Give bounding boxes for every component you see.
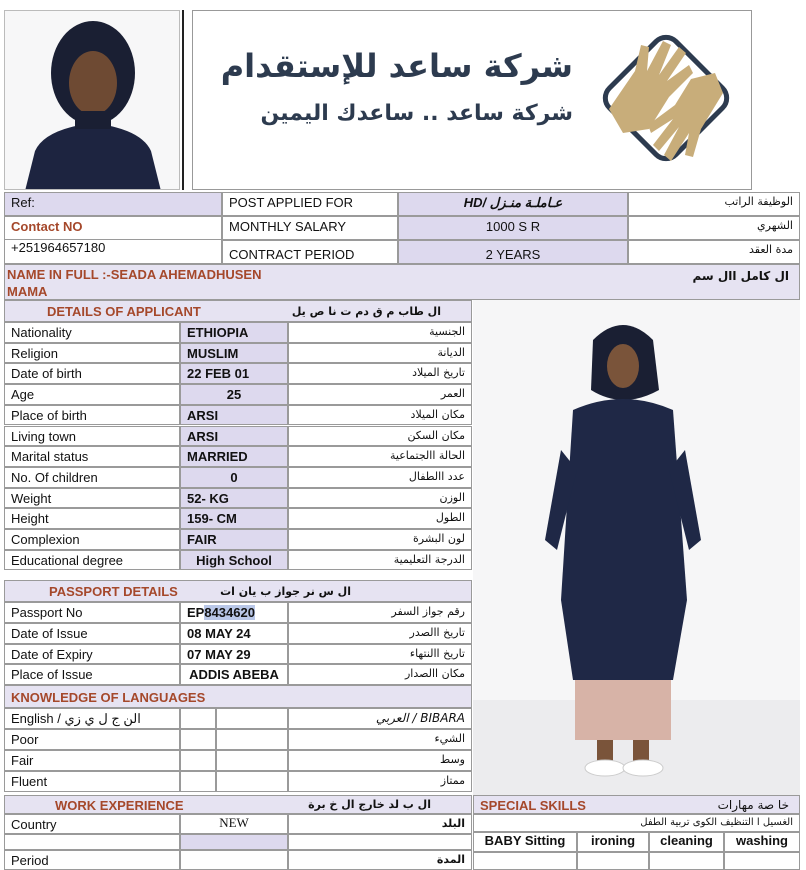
- applicant-row-ar: لون البشرة: [288, 529, 472, 550]
- passport-row-ar: تاريخ االنتهاء: [288, 644, 472, 665]
- applicant-row-value: 0: [180, 467, 288, 488]
- applicant-row-ar: الوزن: [288, 488, 472, 509]
- applicant-row-ar: العمر: [288, 384, 472, 405]
- work-header: [4, 795, 472, 814]
- passport-no-ar: رقم جواز السفر: [288, 602, 472, 623]
- hands-logo-icon: [591, 33, 741, 173]
- applicant-row-label: Weight: [4, 488, 180, 509]
- post-label-ar: الوظيفة الراتب: [628, 192, 800, 216]
- salary-value: 1000 S R: [398, 216, 628, 240]
- applicant-row-value: ARSI: [180, 405, 288, 426]
- passport-no-label: Passport No: [4, 602, 180, 623]
- applicant-header-ar: ال طاب م ق دم ت نا ص يل: [291, 305, 441, 318]
- languages-header: [4, 685, 472, 708]
- applicant-row-label: Living town: [4, 426, 180, 447]
- language-level-label: Poor: [4, 729, 180, 750]
- skill-baby-sitting: BABY Sitting: [473, 832, 577, 852]
- passport-row-value: ADDIS ABEBA: [180, 664, 288, 685]
- applicant-row-value: 52- KG: [180, 488, 288, 509]
- applicant-row-label: Place of birth: [4, 405, 180, 426]
- company-slogan: شركة ساعد .. ساعدك اليمين: [260, 101, 573, 126]
- full-name: NAME IN FULL :-SEADA AHEMADHUSEN: [7, 267, 262, 282]
- skill-cell-3: [649, 852, 724, 870]
- salary-label: MONTHLY SALARY: [222, 216, 398, 240]
- applicant-row-label: No. Of children: [4, 467, 180, 488]
- applicant-row-label: Height: [4, 508, 180, 529]
- contract-label: CONTRACT PERIOD: [222, 240, 398, 264]
- company-name: شركة ساعد للإستقدام: [220, 47, 573, 85]
- passport-header-ar: ال س نر جواز ب يان ات: [220, 585, 351, 598]
- passport-row-ar: تاريخ االصدر: [288, 623, 472, 644]
- header-divider: [182, 10, 184, 190]
- skill-ironing: ironing: [577, 832, 649, 852]
- passport-header-label: PASSPORT DETAILS: [49, 584, 178, 599]
- language-level-cell-2: [216, 771, 288, 792]
- applicant-row-value: ETHIOPIA: [180, 322, 288, 343]
- language-level-cell: [180, 729, 216, 750]
- salary-label-ar: الشهري: [628, 216, 800, 240]
- applicant-row-label: Religion: [4, 343, 180, 364]
- passport-row-value: 08 MAY 24: [180, 623, 288, 644]
- applicant-row-value: ARSI: [180, 426, 288, 447]
- skills-header-label: SPECIAL SKILLS: [480, 798, 586, 813]
- passport-no-number: 8434620: [204, 605, 255, 620]
- language-level-cell-2: [216, 729, 288, 750]
- passport-row-label: Date of Expiry: [4, 644, 180, 665]
- period-label: Period: [4, 850, 180, 870]
- contract-value: 2 YEARS: [398, 240, 628, 264]
- applicant-row-ar: تاريخ الميلاد: [288, 363, 472, 384]
- applicant-row-ar: عدد االطفال: [288, 467, 472, 488]
- skill-cell-2: [577, 852, 649, 870]
- applicant-row-label: Nationality: [4, 322, 180, 343]
- applicant-row-value: 22 FEB 01: [180, 363, 288, 384]
- languages-header-label: KNOWLEDGE OF LANGUAGES: [11, 690, 206, 705]
- skills-ar-labels: الغسيل ا التنظيف الكوى تربية الطفل: [473, 814, 800, 832]
- company-banner: [192, 10, 752, 190]
- language-level-cell: [180, 750, 216, 771]
- english-label: English / الن ج ل ي زي: [4, 708, 180, 729]
- country-label: Country: [4, 814, 180, 834]
- passport-row-label: Place of Issue: [4, 664, 180, 685]
- passport-no-prefix: EP: [187, 605, 205, 620]
- applicant-row-value: 159- CM: [180, 508, 288, 529]
- applicant-row-ar: مكان الميلاد: [288, 405, 472, 426]
- language-level-cell: [180, 771, 216, 792]
- skill-cell-1: [473, 852, 577, 870]
- applicant-row-label: Age: [4, 384, 180, 405]
- name-row: [4, 264, 800, 300]
- language-level-ar: ممتاز: [288, 771, 472, 792]
- applicant-row-value: MARRIED: [180, 446, 288, 467]
- applicant-row-label: Date of birth: [4, 363, 180, 384]
- applicant-header: [4, 300, 472, 322]
- full-name-ar: ال كامل اال سم: [692, 269, 789, 283]
- country-spacer-2: [180, 834, 288, 850]
- skill-cleaning: cleaning: [649, 832, 724, 852]
- applicant-row-ar: مكان السكن: [288, 426, 472, 447]
- passport-row-value: 07 MAY 29: [180, 644, 288, 665]
- applicant-row-ar: الدرجة التعليمية: [288, 550, 472, 571]
- passport-row-label: Date of Issue: [4, 623, 180, 644]
- applicant-header-label: DETAILS OF APPLICANT: [47, 304, 201, 319]
- ref-label: Ref:: [4, 192, 222, 216]
- period-ar: المدة: [288, 850, 472, 870]
- applicant-row-ar: الطول: [288, 508, 472, 529]
- contract-label-ar: مدة العقد: [628, 240, 800, 264]
- country-ar: البلد: [288, 814, 472, 834]
- applicant-headshot: [4, 10, 180, 190]
- skills-header-ar: خا صة مهارات: [717, 798, 789, 812]
- applicant-row-value: FAIR: [180, 529, 288, 550]
- applicant-row-value: High School: [180, 550, 288, 571]
- passport-row-ar: مكان االصدار: [288, 664, 472, 685]
- english-cell: [180, 708, 216, 729]
- contact-label: Contact NO: [4, 216, 222, 240]
- language-level-ar: الشيء: [288, 729, 472, 750]
- language-level-label: Fluent: [4, 771, 180, 792]
- language-level-cell-2: [216, 750, 288, 771]
- full-name-cont: MAMA: [7, 284, 48, 299]
- english-cell-2: [216, 708, 288, 729]
- work-header-label: WORK EXPERIENCE: [55, 798, 184, 813]
- period-value: [180, 850, 288, 870]
- skill-cell-4: [724, 852, 800, 870]
- passport-no-value: [180, 602, 288, 623]
- post-label: POST APPLIED FOR: [222, 192, 398, 216]
- skills-header: [473, 795, 800, 814]
- applicant-row-value: MUSLIM: [180, 343, 288, 364]
- country-spacer: [4, 834, 180, 850]
- arabic-label: BIBARA / العربي: [288, 708, 472, 729]
- applicant-row-ar: الجنسية: [288, 322, 472, 343]
- country-value: NEW: [180, 814, 288, 834]
- applicant-row-label: Marital status: [4, 446, 180, 467]
- language-level-ar: وسط: [288, 750, 472, 771]
- work-header-ar: ال ب لد خارج ال خ برة: [308, 798, 431, 811]
- applicant-row-label: Complexion: [4, 529, 180, 550]
- contact-value: +251964657180: [4, 240, 222, 264]
- skill-washing: washing: [724, 832, 800, 852]
- passport-header: [4, 580, 472, 602]
- applicant-row-label: Educational degree: [4, 550, 180, 571]
- country-spacer-3: [288, 834, 472, 850]
- applicant-row-ar: الديانة: [288, 343, 472, 364]
- applicant-row-value: 25: [180, 384, 288, 405]
- post-value: HD/ عـاملـة منـزل: [398, 192, 628, 216]
- applicant-full-photo: [473, 300, 800, 795]
- applicant-row-ar: الحالة االجتماعية: [288, 446, 472, 467]
- language-level-label: Fair: [4, 750, 180, 771]
